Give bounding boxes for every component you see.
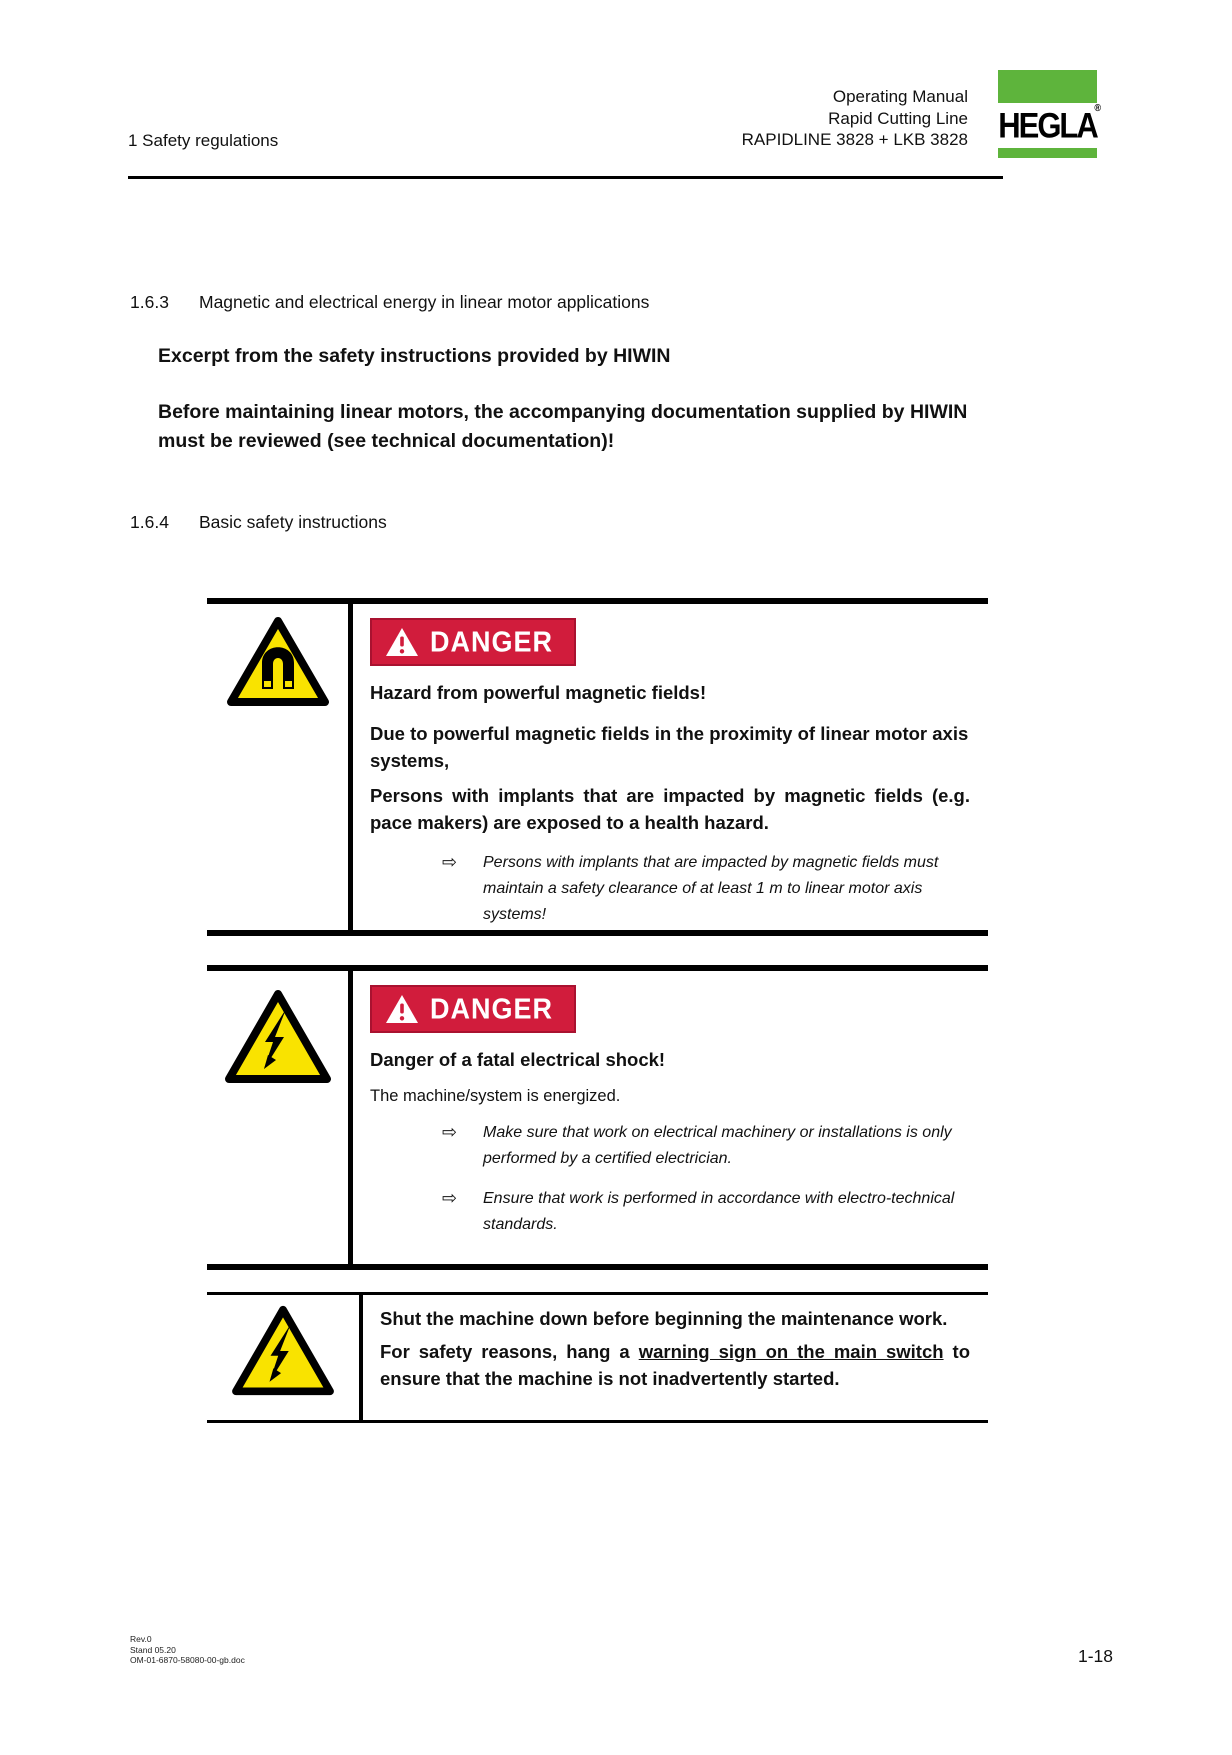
- high-voltage-warning-icon: [231, 1303, 335, 1399]
- warning-paragraph: Persons with implants that are impacted by magnetic fields (e.g. pace makers) are exposed to a health hazard.: [370, 785, 970, 833]
- high-voltage-warning-icon: [224, 987, 332, 1087]
- instruction-text-underlined: warning sign on the main switch: [638, 1341, 944, 1362]
- doc-title-line2: Rapid Cutting Line: [828, 108, 968, 128]
- danger-signal-word: DANGER: [430, 625, 554, 658]
- warning-text-column: [363, 1295, 988, 1420]
- doc-title-line1: Operating Manual: [832, 87, 968, 106]
- before-maintaining-paragraph: Before maintaining linear motors, the accompanying documentation supplied by HIWIN must be reviewed (see technical documentation)!: [158, 401, 968, 452]
- warning-box-electrical: [207, 965, 988, 1270]
- section-heading-163: [130, 292, 649, 313]
- warning-paragraph: [380, 1338, 970, 1392]
- section-title: Basic safety instructions: [199, 512, 387, 532]
- header-section-label: 1 Safety regulations: [128, 131, 279, 150]
- arrow-bullet-icon: ⇨: [442, 1122, 458, 1142]
- logo-green-bar-top: [998, 70, 1097, 103]
- footer-doc-file: OM-01-6870-58080-00-gb.doc: [130, 1655, 245, 1665]
- warning-box-shutdown: [207, 1292, 988, 1423]
- warning-icon-column: [207, 971, 348, 1264]
- instruction-text: Ensure that work is performed in accordance with electro-technical standards.: [483, 1190, 955, 1233]
- header-doc-title: [742, 86, 968, 151]
- footer-stand: Stand 05.20: [130, 1644, 176, 1655]
- warning-instruction-item: [442, 1186, 970, 1238]
- header-divider-line: [128, 176, 1003, 179]
- instruction-text-prefix: For safety reasons, hang a: [380, 1341, 639, 1362]
- hegla-logo: [998, 70, 1101, 158]
- warning-heading: Danger of a fatal electrical shock!: [370, 1049, 666, 1070]
- warning-text-column: [353, 971, 988, 1264]
- logo-wordmark: HEGLA ®: [998, 101, 1101, 146]
- warning-paragraph: The machine/system is energized.: [370, 1087, 621, 1105]
- warning-icon-column: [207, 604, 348, 930]
- warning-heading: Hazard from powerful magnetic fields!: [370, 682, 707, 703]
- page-number: 1-18: [1078, 1646, 1114, 1666]
- danger-signal-badge: [370, 618, 576, 666]
- danger-signal-word: DANGER: [430, 992, 554, 1025]
- section-title: Magnetic and electrical energy in linear motor applications: [199, 292, 650, 312]
- warning-instruction-item: [442, 850, 970, 928]
- warning-icon-column: [207, 1295, 359, 1420]
- arrow-bullet-icon: ⇨: [442, 852, 458, 872]
- section-number: 1.6.4: [130, 512, 169, 532]
- danger-alert-icon: [385, 994, 419, 1024]
- footer-revision-block: [130, 1634, 245, 1666]
- doc-title-line3: RAPIDLINE 3828 + LKB 3828: [741, 130, 968, 149]
- instruction-text-suffix: to ensure that the machine is not inadvertently started.: [380, 1341, 970, 1389]
- instruction-text: Make sure that work on electrical machinery or installations is only performed by a certified electrician.: [483, 1124, 952, 1167]
- magnet-warning-icon: [226, 615, 330, 709]
- danger-signal-badge: [370, 985, 576, 1033]
- warning-paragraph: Shut the machine down before beginning the maintenance work.: [380, 1308, 948, 1329]
- warning-box-magnetic: [207, 598, 988, 936]
- warning-instruction-item: [442, 1120, 970, 1172]
- warning-paragraph: Due to powerful magnetic fields in the proximity of linear motor axis systems,: [370, 723, 969, 771]
- registered-mark: ®: [1094, 101, 1101, 114]
- footer-rev: Rev.0: [130, 1634, 152, 1644]
- instruction-text: Persons with implants that are impacted by magnetic fields must maintain a safety clearance of at least 1 m to linear motor axis systems!: [483, 854, 939, 923]
- warning-text-column: [353, 604, 988, 930]
- section-number: 1.6.3: [130, 292, 169, 312]
- excerpt-paragraph: Excerpt from the safety instructions provided by HIWIN: [158, 345, 671, 367]
- arrow-bullet-icon: ⇨: [442, 1188, 458, 1208]
- section-heading-164: [130, 512, 387, 533]
- danger-alert-icon: [385, 627, 419, 657]
